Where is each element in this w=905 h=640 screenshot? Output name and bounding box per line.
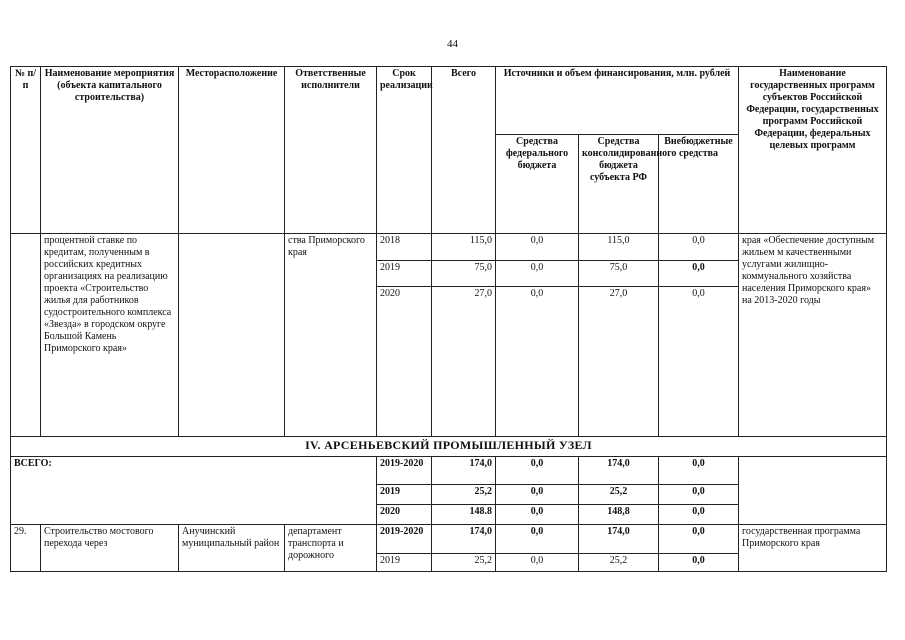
item-program: государственная программа Приморского края bbox=[739, 525, 887, 572]
total-row bbox=[11, 457, 887, 485]
total-cell: 115,0 bbox=[432, 234, 496, 261]
year-cell: 2019 bbox=[377, 261, 432, 287]
header-total: Всего bbox=[432, 67, 496, 234]
year-cell: 2019-2020 bbox=[377, 457, 432, 485]
consolidated-cell: 75,0 bbox=[579, 261, 659, 287]
total-cell: 174,0 bbox=[432, 525, 496, 554]
item-num: 29. bbox=[11, 525, 41, 572]
total-label: ВСЕГО: bbox=[11, 457, 377, 525]
federal-cell: 0,0 bbox=[496, 485, 579, 505]
continued-program: края «Обеспечение доступным жильем м качественными услугами жилищно-коммунального хозяйства населения Приморского края» на 2013-2020 годы bbox=[739, 234, 887, 437]
continued-responsible: ства Приморского края bbox=[285, 234, 377, 437]
consolidated-cell: 148,8 bbox=[579, 505, 659, 525]
total-cell: 25,2 bbox=[432, 485, 496, 505]
section-title: IV. АРСЕНЬЕВСКИЙ ПРОМЫШЛЕННЫЙ УЗЕЛ bbox=[11, 437, 887, 457]
item-responsible: департамент транспорта и дорожного bbox=[285, 525, 377, 572]
total-cell: 174,0 bbox=[432, 457, 496, 485]
table-row bbox=[11, 234, 887, 261]
extrabudget-cell: 0,0 bbox=[659, 234, 739, 261]
extrabudget-cell: 0,0 bbox=[659, 505, 739, 525]
year-cell: 2020 bbox=[377, 287, 432, 437]
total-cell: 27,0 bbox=[432, 287, 496, 437]
header-responsible: Ответственные исполнители bbox=[285, 67, 377, 234]
consolidated-cell: 174,0 bbox=[579, 525, 659, 554]
header-term: Срок реализации bbox=[377, 67, 432, 234]
extrabudget-cell: 0,0 bbox=[659, 457, 739, 485]
header-sources: Источники и объем финансирования, млн. рублей bbox=[496, 67, 739, 135]
consolidated-cell: 25,2 bbox=[579, 485, 659, 505]
extrabudget-cell: 0,0 bbox=[659, 554, 739, 572]
federal-cell: 0,0 bbox=[496, 287, 579, 437]
year-cell: 2019-2020 bbox=[377, 525, 432, 554]
continued-location bbox=[179, 234, 285, 437]
year-cell: 2020 bbox=[377, 505, 432, 525]
extrabudget-cell: 0,0 bbox=[659, 261, 739, 287]
extrabudget-cell: 0,0 bbox=[659, 525, 739, 554]
year-cell: 2019 bbox=[377, 554, 432, 572]
table-header-row bbox=[11, 67, 887, 135]
section-row bbox=[11, 437, 887, 457]
federal-cell: 0,0 bbox=[496, 457, 579, 485]
financing-table bbox=[10, 66, 887, 572]
federal-cell: 0,0 bbox=[496, 234, 579, 261]
header-num: № п/п bbox=[11, 67, 41, 234]
header-programs: Наименование государственных программ субъектов Российской Федерации, государственных программ Российской Федерации, федеральных целевых программ bbox=[739, 67, 887, 234]
header-name: Наименование мероприятия (объекта капитального строительства) bbox=[41, 67, 179, 234]
total-cell: 148.8 bbox=[432, 505, 496, 525]
federal-cell: 0,0 bbox=[496, 525, 579, 554]
item-location: Анучинский муниципальный район bbox=[179, 525, 285, 572]
consolidated-cell: 25,2 bbox=[579, 554, 659, 572]
year-cell: 2018 bbox=[377, 234, 432, 261]
consolidated-cell: 27,0 bbox=[579, 287, 659, 437]
extrabudget-cell: 0,0 bbox=[659, 287, 739, 437]
federal-cell: 0,0 bbox=[496, 505, 579, 525]
federal-cell: 0,0 bbox=[496, 261, 579, 287]
extrabudget-cell: 0,0 bbox=[659, 485, 739, 505]
continued-name: процентной ставке по кредитам, полученным в российских кредитных организациях на реализацию проекта «Строительство жилья для работников судостроительного комплекса «Звезда» в городском округе Большой Камень Приморского края» bbox=[41, 234, 179, 437]
federal-cell: 0,0 bbox=[496, 554, 579, 572]
header-consolidated: Средства консолидированного бюджета субъекта РФ bbox=[579, 135, 659, 234]
header-federal: Средства федерального бюджета bbox=[496, 135, 579, 234]
consolidated-cell: 115,0 bbox=[579, 234, 659, 261]
total-cell: 25,2 bbox=[432, 554, 496, 572]
header-extrabudget: Внебюджетные средства bbox=[659, 135, 739, 234]
continued-num bbox=[11, 234, 41, 437]
consolidated-cell: 174,0 bbox=[579, 457, 659, 485]
year-cell: 2019 bbox=[377, 485, 432, 505]
table-row bbox=[11, 525, 887, 554]
total-cell: 75,0 bbox=[432, 261, 496, 287]
total-program bbox=[739, 457, 887, 525]
item-name: Строительство мостового перехода через bbox=[41, 525, 179, 572]
page-number: 44 bbox=[447, 38, 458, 50]
header-location: Месторасположение bbox=[179, 67, 285, 234]
